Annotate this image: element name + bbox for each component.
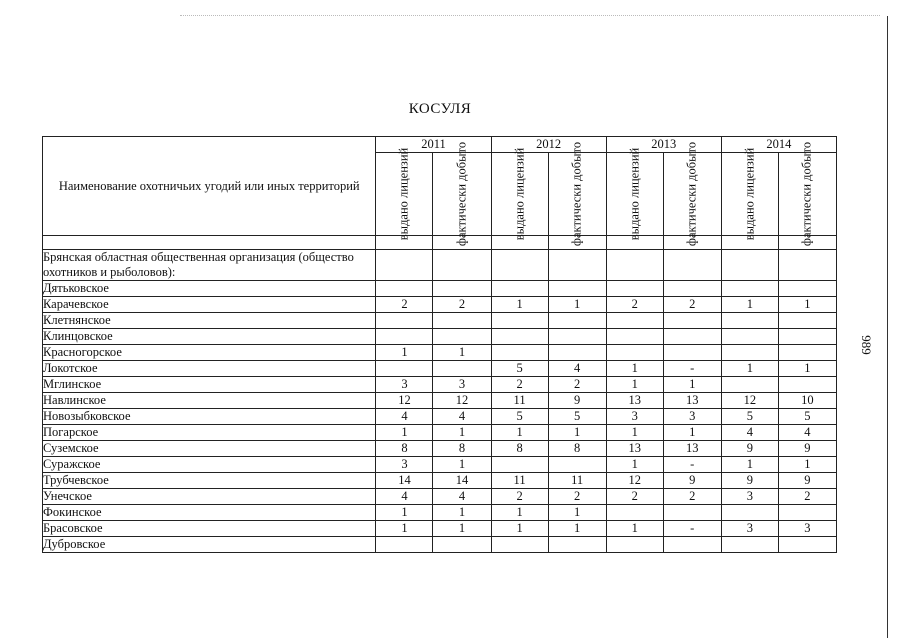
territory-name: Суземское: [43, 441, 376, 457]
header-taken-label: фактически добыто: [454, 141, 469, 247]
territory-name: Новозыбковское: [43, 409, 376, 425]
issued-value: 4: [721, 425, 778, 441]
territory-name: Брянская областная общественная организация (общество охотников и рыболовов):: [43, 250, 376, 281]
taken-value: [548, 281, 606, 297]
taken-value: [663, 505, 721, 521]
territory-name: Красногорское: [43, 345, 376, 361]
taken-value: -: [663, 521, 721, 537]
taken-value: 3: [778, 521, 836, 537]
issued-value: 12: [376, 393, 433, 409]
taken-value: [663, 537, 721, 553]
table-row: [43, 521, 837, 537]
table-row: [43, 377, 837, 393]
issued-value: 1: [606, 425, 663, 441]
issued-value: 1: [606, 377, 663, 393]
table-row: [43, 537, 837, 553]
taken-value: 10: [778, 393, 836, 409]
territory-name: Суражское: [43, 457, 376, 473]
taken-value: 1: [778, 361, 836, 377]
license-table: [42, 136, 837, 553]
taken-value: 1: [548, 297, 606, 313]
issued-value: 2: [606, 489, 663, 505]
taken-value: 5: [548, 409, 606, 425]
taken-value: [433, 329, 491, 345]
taken-value: 4: [548, 361, 606, 377]
taken-value: 3: [433, 377, 491, 393]
issued-value: [376, 250, 433, 281]
issued-value: [376, 329, 433, 345]
territory-name: Клетнянское: [43, 313, 376, 329]
taken-value: 9: [778, 441, 836, 457]
taken-value: 1: [433, 521, 491, 537]
territory-name: Дятьковское: [43, 281, 376, 297]
taken-value: [663, 313, 721, 329]
table-body: [43, 236, 837, 553]
issued-value: 1: [721, 457, 778, 473]
header-taken-2013: [663, 141, 721, 247]
table-row: [43, 409, 837, 425]
issued-value: [491, 537, 548, 553]
issued-value: [606, 313, 663, 329]
header-issued-label: выдано лицензий: [627, 147, 642, 241]
taken-value: [663, 345, 721, 361]
header-issued-label: выдано лицензий: [742, 147, 757, 241]
header-issued-2012: [491, 147, 548, 241]
issued-value: [721, 281, 778, 297]
top-edge-dots: [180, 15, 880, 17]
issued-value: 1: [606, 521, 663, 537]
issued-value: 3: [721, 489, 778, 505]
taken-value: [778, 345, 836, 361]
territory-name: Навлинское: [43, 393, 376, 409]
taken-value: [663, 329, 721, 345]
issued-value: [491, 345, 548, 361]
issued-value: 11: [491, 393, 548, 409]
taken-value: 14: [433, 473, 491, 489]
issued-value: [721, 345, 778, 361]
header-year-2012: 2012: [491, 137, 606, 153]
taken-value: [778, 313, 836, 329]
issued-value: 13: [606, 393, 663, 409]
taken-value: 8: [548, 441, 606, 457]
taken-value: [778, 250, 836, 281]
table-row: [43, 297, 837, 313]
territory-name: Локотское: [43, 361, 376, 377]
issued-value: 3: [376, 457, 433, 473]
taken-value: 4: [433, 409, 491, 425]
table-row: [43, 250, 837, 281]
issued-value: 8: [376, 441, 433, 457]
issued-value: 1: [491, 505, 548, 521]
issued-value: 4: [376, 489, 433, 505]
taken-value: 2: [433, 297, 491, 313]
taken-value: [778, 329, 836, 345]
taken-value: 8: [433, 441, 491, 457]
taken-value: [433, 537, 491, 553]
taken-value: [548, 313, 606, 329]
issued-value: 2: [491, 489, 548, 505]
taken-value: 13: [663, 441, 721, 457]
issued-value: [606, 345, 663, 361]
header-year-2011: 2011: [376, 137, 491, 153]
issued-value: 1: [376, 345, 433, 361]
territory-name: Брасовское: [43, 521, 376, 537]
issued-value: 1: [491, 425, 548, 441]
issued-value: 1: [376, 521, 433, 537]
taken-value: 1: [433, 345, 491, 361]
taken-value: [548, 250, 606, 281]
page-number: 989: [859, 335, 874, 355]
issued-value: [606, 537, 663, 553]
territory-name: Мглинское: [43, 377, 376, 393]
taken-value: 13: [663, 393, 721, 409]
table-row: [43, 313, 837, 329]
issued-value: [606, 281, 663, 297]
issued-value: [376, 361, 433, 377]
table-row: [43, 441, 837, 457]
issued-value: 1: [606, 361, 663, 377]
issued-value: 12: [606, 473, 663, 489]
taken-value: 1: [433, 505, 491, 521]
territory-name: Карачевское: [43, 297, 376, 313]
issued-value: 1: [491, 521, 548, 537]
issued-value: 1: [376, 505, 433, 521]
taken-value: [433, 281, 491, 297]
issued-value: [721, 313, 778, 329]
spacer-row: [43, 236, 837, 250]
issued-value: [491, 313, 548, 329]
issued-value: [606, 329, 663, 345]
table-row: [43, 361, 837, 377]
header-taken-label: фактически добыто: [799, 141, 814, 247]
issued-value: [606, 505, 663, 521]
issued-value: [721, 377, 778, 393]
issued-value: 4: [376, 409, 433, 425]
issued-value: 5: [491, 361, 548, 377]
taken-value: 2: [548, 489, 606, 505]
taken-value: 1: [548, 521, 606, 537]
taken-value: 9: [663, 473, 721, 489]
territory-name: Клинцовское: [43, 329, 376, 345]
table-row: [43, 345, 837, 361]
issued-value: 1: [606, 457, 663, 473]
header-issued-2013: [606, 147, 663, 241]
issued-value: [721, 250, 778, 281]
taken-value: 1: [433, 457, 491, 473]
page-right-rule: [887, 16, 888, 638]
taken-value: 9: [778, 473, 836, 489]
header-taken-label: фактически добыто: [569, 141, 584, 247]
page-title: КОСУЛЯ: [408, 101, 472, 117]
table-row: [43, 329, 837, 345]
issued-value: [721, 329, 778, 345]
taken-value: 1: [548, 505, 606, 521]
issued-value: 14: [376, 473, 433, 489]
table-row: [43, 489, 837, 505]
issued-value: 1: [376, 425, 433, 441]
header-year-2013: 2013: [606, 137, 721, 153]
taken-value: [663, 250, 721, 281]
taken-value: 3: [663, 409, 721, 425]
issued-value: 5: [491, 409, 548, 425]
issued-value: 3: [721, 521, 778, 537]
territory-name: Трубчевское: [43, 473, 376, 489]
taken-value: 2: [548, 377, 606, 393]
table-row: [43, 281, 837, 297]
taken-value: 1: [778, 457, 836, 473]
header-taken-2012: [548, 141, 606, 247]
issued-value: [491, 457, 548, 473]
taken-value: 4: [433, 489, 491, 505]
issued-value: [491, 329, 548, 345]
taken-value: [663, 281, 721, 297]
issued-value: 2: [491, 377, 548, 393]
taken-value: [778, 281, 836, 297]
taken-value: [778, 377, 836, 393]
issued-value: [721, 505, 778, 521]
taken-value: [778, 537, 836, 553]
header-issued-label: выдано лицензий: [396, 147, 411, 241]
taken-value: [548, 329, 606, 345]
header-taken-2011: [433, 141, 491, 247]
taken-value: 11: [548, 473, 606, 489]
taken-value: 9: [548, 393, 606, 409]
taken-value: 1: [663, 377, 721, 393]
issued-value: [721, 537, 778, 553]
header-name-column: Наименование охотничьих угодий или иных территорий: [43, 137, 376, 236]
territory-name: Дубровское: [43, 537, 376, 553]
territory-name: Погарское: [43, 425, 376, 441]
issued-value: 2: [606, 297, 663, 313]
table-row: [43, 505, 837, 521]
taken-value: [433, 361, 491, 377]
taken-value: 2: [663, 297, 721, 313]
taken-value: 1: [778, 297, 836, 313]
issued-value: [491, 250, 548, 281]
table-row: [43, 457, 837, 473]
issued-value: 12: [721, 393, 778, 409]
header-taken-2014: [778, 141, 836, 247]
taken-value: 4: [778, 425, 836, 441]
header-issued-2011: [376, 147, 433, 241]
issued-value: 1: [721, 297, 778, 313]
taken-value: [548, 537, 606, 553]
taken-value: -: [663, 457, 721, 473]
taken-value: -: [663, 361, 721, 377]
issued-value: 3: [606, 409, 663, 425]
issued-value: [376, 537, 433, 553]
taken-value: [548, 345, 606, 361]
taken-value: [778, 505, 836, 521]
header-year-2014: 2014: [721, 137, 836, 153]
taken-value: [433, 313, 491, 329]
issued-value: [606, 250, 663, 281]
taken-value: [548, 457, 606, 473]
issued-value: 11: [491, 473, 548, 489]
issued-value: 5: [721, 409, 778, 425]
taken-value: 2: [663, 489, 721, 505]
issued-value: 1: [491, 297, 548, 313]
issued-value: 2: [376, 297, 433, 313]
issued-value: [491, 281, 548, 297]
taken-value: 1: [663, 425, 721, 441]
taken-value: 1: [433, 425, 491, 441]
issued-value: 8: [491, 441, 548, 457]
taken-value: 1: [548, 425, 606, 441]
issued-value: [376, 281, 433, 297]
table-row: [43, 425, 837, 441]
issued-value: 3: [376, 377, 433, 393]
header-issued-2014: [721, 147, 778, 241]
taken-value: 12: [433, 393, 491, 409]
territory-name: Фокинское: [43, 505, 376, 521]
taken-value: 2: [778, 489, 836, 505]
issued-value: 9: [721, 441, 778, 457]
table-row: [43, 473, 837, 489]
territory-name: Унечское: [43, 489, 376, 505]
issued-value: [376, 313, 433, 329]
header-issued-label: выдано лицензий: [512, 147, 527, 241]
issued-value: 1: [721, 361, 778, 377]
taken-value: 5: [778, 409, 836, 425]
header-taken-label: фактически добыто: [684, 141, 699, 247]
issued-value: 9: [721, 473, 778, 489]
table-row: [43, 393, 837, 409]
issued-value: 13: [606, 441, 663, 457]
taken-value: [433, 250, 491, 281]
